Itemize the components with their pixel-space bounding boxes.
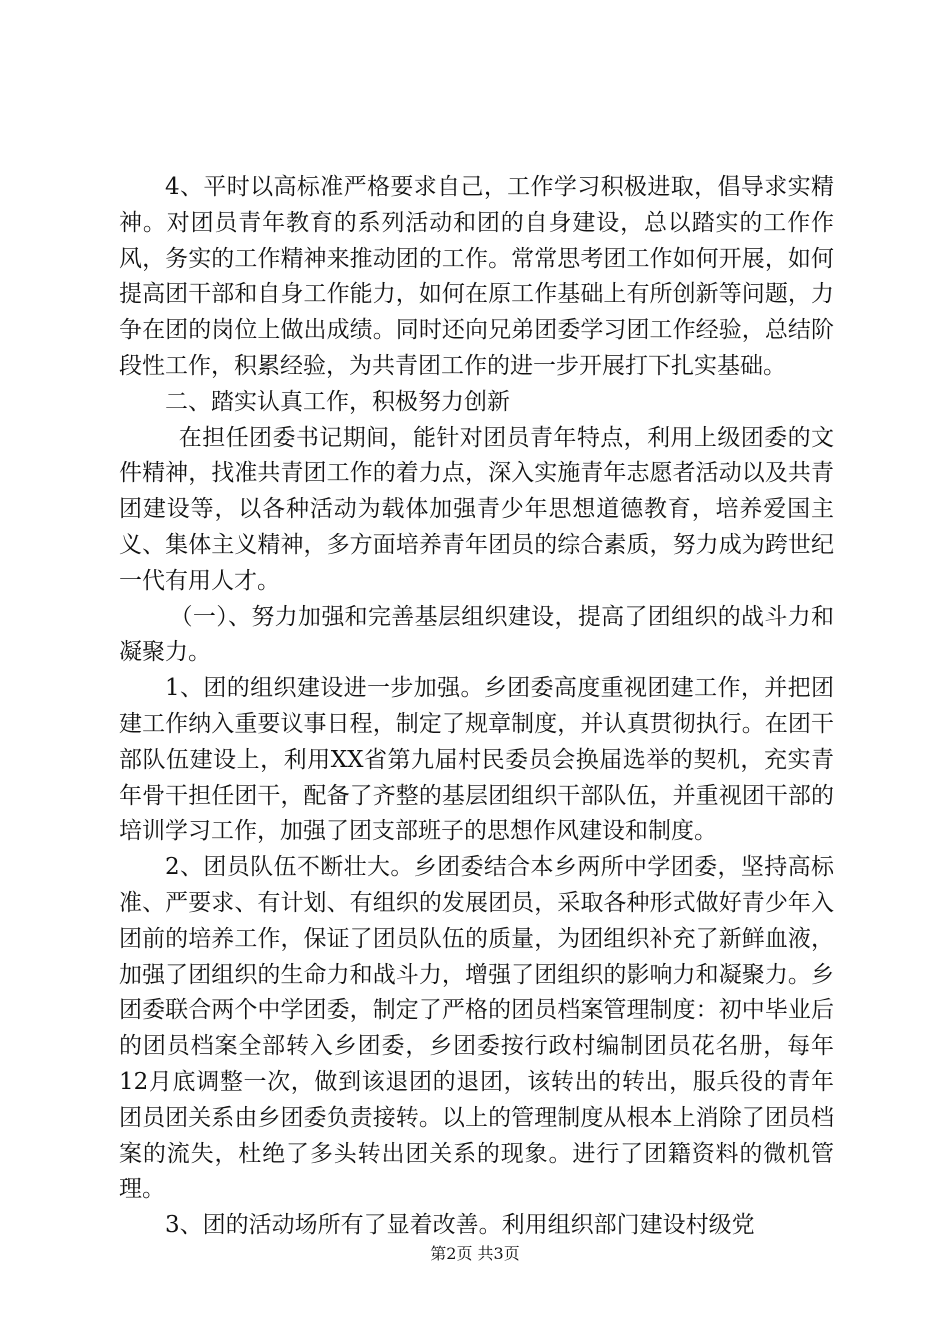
paragraph-item-4: 4、平时以高标准严格要求自己，工作学习积极进取，倡导求实精神。对团员青年教育的系列活动和团的自身建设，总以踏实的工作作风，务实的工作精神来推动团的工作。常常思考团工作如何开展，如何提高团干部和自身工作能力，如何在原工作基础上有所创新等问题，力争在团的岗位上做出成绩。同时还向兄弟团委学习团工作经验，总结阶段性工作，积累经验，为共青团工作的进一步开展打下扎实基础。: [119, 174, 834, 379]
paragraph-intro: 在担任团委书记期间，能针对团员青年特点，利用上级团委的文件精神，找准共青团工作的着力点，深入实施青年志愿者活动以及共青团建设等，以各种活动为载体加强青少年思想道德教育，培养爱国主义、集体主义精神，多方面培养青年团员的综合素质，努力成为跨世纪一代有用人才。: [119, 424, 834, 594]
document-body: [119, 170, 834, 1244]
paragraph-item-3: 3、团的活动场所有了显着改善。利用组织部门建设村级党: [165, 1212, 755, 1239]
section-heading-2: 二、踏实认真工作，积极努力创新: [165, 388, 510, 415]
paragraph-item-1: 1、团的组织建设进一步加强。乡团委高度重视团建工作，并把团建工作纳入重要议事日程，制定了规章制度，并认真贯彻执行。在团干部队伍建设上，利用XX省第九届村民委员会换届选举的契机，充实青年骨干担任团干，配备了齐整的基层团组织干部队伍，并重视团干部的培训学习工作，加强了团支部班子的思想作风建设和制度。: [119, 675, 834, 845]
subsection-heading-1: （一）、努力加强和完善基层组织建设，提高了团组织的战斗力和凝聚力。: [119, 603, 834, 666]
page-footer: 第2页 共3页: [430, 1244, 520, 1263]
paragraph-item-2: 2、团员队伍不断壮大。乡团委结合本乡两所中学团委，坚持高标准、严要求、有计划、有组织的发展团员，采取各种形式做好青少年入团前的培养工作，保证了团员队伍的质量，为团组织补充了新鲜血液，加强了团组织的生命力和战斗力，增强了团组织的影响力和凝聚力。乡团委联合两个中学团委，制定了严格的团员档案管理制度：初中毕业后的团员档案全部转入乡团委，乡团委按行政村编制团员花名册，每年12月底调整一次，做到该退团的退团，该转出的转出，服兵役的青年团员团关系由乡团委负责接转。以上的管理制度从根本上消除了团员档案的流失，杜绝了多头转出团关系的现象。进行了团籍资料的微机管理。: [119, 854, 834, 1203]
